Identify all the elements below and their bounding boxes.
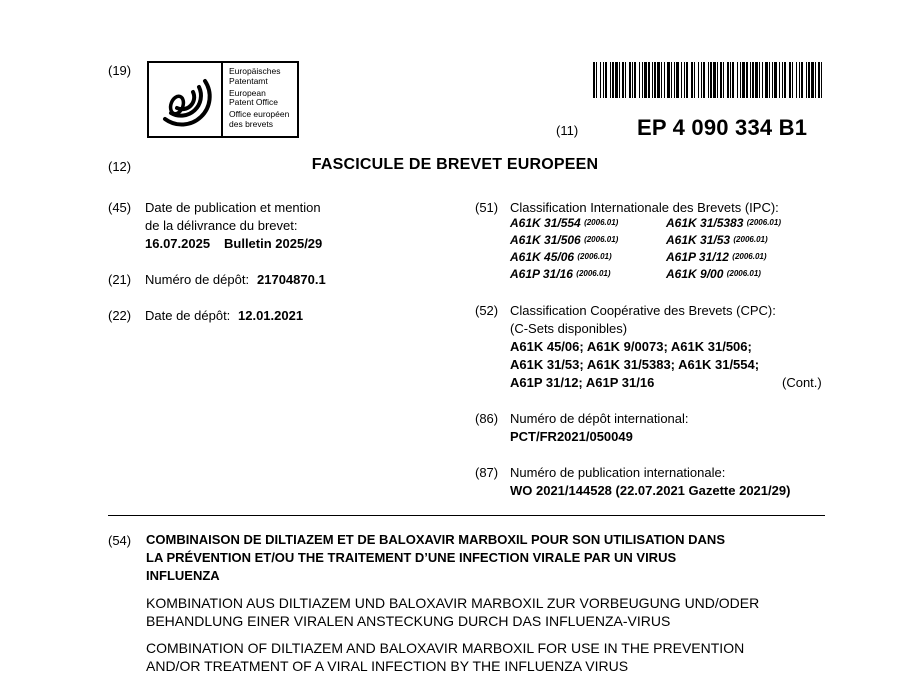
barcode-bar xyxy=(694,62,695,98)
barcode-bar xyxy=(746,62,748,98)
logo-text-en-1: European xyxy=(229,87,266,98)
field-22-value: 12.01.2021 xyxy=(238,308,304,323)
invention-title-en-line: COMBINATION OF DILTIAZEM AND BALOXAVIR MARBOXIL FOR USE IN THE PREVENTION xyxy=(146,640,745,656)
barcode-bar xyxy=(701,62,702,98)
barcode-bar xyxy=(671,62,672,98)
field-code-19: (19) xyxy=(108,63,132,78)
field-code-87: (87) xyxy=(475,465,499,480)
field-87-label: Numéro de publication internationale: xyxy=(510,465,726,480)
barcode-bar xyxy=(676,62,679,98)
field-code-51: (51) xyxy=(475,200,499,215)
field-code-52: (52) xyxy=(475,303,499,318)
barcode-bar xyxy=(632,62,633,98)
field-code-21: (21) xyxy=(108,272,132,287)
barcode-bar xyxy=(596,62,597,98)
field-45-label-1: Date de publication et mention xyxy=(145,200,321,215)
barcode-bar xyxy=(815,62,816,98)
barcode-bar xyxy=(730,62,731,98)
cpc-line-2: A61K 31/53; A61K 31/5383; A61K 31/554; xyxy=(510,357,760,372)
barcode-bar xyxy=(801,62,803,98)
barcode-bar xyxy=(762,62,763,98)
field-51-label: Classification Internationale des Brevets (IPC): xyxy=(510,200,779,215)
barcode-bar xyxy=(657,62,660,98)
barcode-bar xyxy=(796,62,797,98)
field-45-date: 16.07.2025 xyxy=(145,236,211,251)
barcode-bar xyxy=(782,62,783,98)
ipc-item: A61P 31/16 $^{(2006.01)}$ xyxy=(510,267,611,281)
barcode-bar xyxy=(784,62,786,98)
field-code-22: (22) xyxy=(108,308,132,323)
barcode-bar xyxy=(799,62,800,98)
field-87-value: WO 2021/144528 (22.07.2021 Gazette 2021/29) xyxy=(510,483,791,498)
barcode-bar xyxy=(629,62,631,98)
publication-number: EP 4 090 334 B1 xyxy=(637,115,808,140)
field-86-value: PCT/FR2021/050049 xyxy=(510,429,633,444)
barcode-bar xyxy=(593,62,595,98)
field-86-label: Numéro de dépôt international: xyxy=(510,411,689,426)
ipc-item: A61P 31/12 $^{(2006.01)}$ xyxy=(666,250,767,264)
barcode-bar xyxy=(684,62,685,98)
logo-text-de-2: Patentamt xyxy=(229,75,268,86)
barcode-bar xyxy=(806,62,807,98)
barcode-bar xyxy=(789,62,791,98)
barcode-bar xyxy=(755,62,758,98)
barcode-bar xyxy=(759,62,760,98)
barcode-bar xyxy=(727,62,729,98)
barcode-bar xyxy=(691,62,693,98)
field-code-54: (54) xyxy=(108,533,132,548)
invention-title-fr xyxy=(146,531,836,585)
ipc-item: A61K 45/06 $^{(2006.01)}$ xyxy=(510,250,612,264)
ipc-item: A61K 31/554 $^{(2006.01)}$ xyxy=(510,216,619,230)
barcode-bar xyxy=(664,62,665,98)
invention-title-fr-line: COMBINAISON DE DILTIAZEM ET DE BALOXAVIR MARBOXIL POUR SON UTILISATION DANS xyxy=(146,532,725,547)
barcode-bar xyxy=(723,62,724,98)
invention-title-en xyxy=(146,639,744,675)
field-52-sublabel: (C-Sets disponibles) xyxy=(510,321,628,336)
invention-title-fr-line: LA PRÉVENTION ET/OU THE TRAITEMENT D’UNE INFECTION VIRALE PAR UN VIRUS xyxy=(146,550,677,565)
barcode-bar xyxy=(811,62,814,98)
barcode-bar xyxy=(686,62,688,98)
barcode-bar xyxy=(808,62,810,98)
barcode-bar xyxy=(603,62,604,98)
barcode-bar xyxy=(648,62,650,98)
barcode-bar xyxy=(698,62,699,98)
logo-text xyxy=(229,67,289,132)
barcode-bar xyxy=(750,62,751,98)
epo-logo xyxy=(147,61,299,138)
field-45-label-2: de la délivrance du brevet: xyxy=(145,218,298,233)
field-45-bulletin: Bulletin 2025/29 xyxy=(224,236,323,251)
barcode-bar xyxy=(737,62,738,98)
barcode-bar xyxy=(615,62,618,98)
barcode-bar xyxy=(720,62,722,98)
barcode-bar xyxy=(681,62,682,98)
barcode-bar xyxy=(622,62,624,98)
barcode-bar xyxy=(654,62,656,98)
barcode-bar xyxy=(642,62,643,98)
ipc-item: A61K 31/5383 $^{(2006.01)}$ xyxy=(666,216,781,230)
barcode-bar xyxy=(818,62,820,98)
document-title: FASCICULE DE BREVET EUROPEEN xyxy=(311,156,599,173)
barcode-bar xyxy=(610,62,611,98)
ipc-item: A61K 9/00 $^{(2006.01)}$ xyxy=(666,267,761,281)
field-22-label: Date de dépôt: xyxy=(145,308,231,323)
barcode-bar xyxy=(708,62,709,98)
barcode-bar xyxy=(710,62,712,98)
barcode-bar xyxy=(792,62,793,98)
ipc-item: A61K 31/53 $^{(2006.01)}$ xyxy=(666,233,768,247)
barcode-bar xyxy=(772,62,773,98)
logo-text-fr-1: Office européen xyxy=(229,109,290,120)
cpc-line-1: A61K 45/06; A61K 9/0073; A61K 31/506; xyxy=(510,339,752,354)
barcode xyxy=(593,62,823,98)
barcode-bar xyxy=(674,62,675,98)
barcode-bar xyxy=(752,62,754,98)
logo-text-de-1: Europäisches xyxy=(229,66,281,76)
barcode-bar xyxy=(612,62,614,98)
barcode-bar xyxy=(779,62,780,98)
barcode-bar xyxy=(765,62,768,98)
barcode-bar xyxy=(717,62,718,98)
invention-title-en-line: AND/OR TREATMENT OF A VIRAL INFECTION BY THE INFLUENZA VIRUS xyxy=(146,658,629,674)
barcode-bar xyxy=(644,62,647,98)
barcode-bar xyxy=(639,62,640,98)
logo-text-en-2: Patent Office xyxy=(229,97,278,108)
ipc-item: A61K 31/506 $^{(2006.01)}$ xyxy=(510,233,619,247)
field-code-11: (11) xyxy=(556,123,579,138)
invention-title-de xyxy=(146,594,759,630)
field-21-label: Numéro de dépôt: xyxy=(145,272,250,287)
barcode-bar xyxy=(740,62,741,98)
epo-emblem-icon xyxy=(155,67,217,133)
barcode-bar xyxy=(652,62,653,98)
barcode-bar xyxy=(625,62,626,98)
invention-title-de-line: BEHANDLUNG EINER VIRALEN ANSTECKUNG DURCH DAS INFLUENZA-VIRUS xyxy=(146,613,671,629)
invention-title-fr-line: INFLUENZA xyxy=(146,568,220,583)
ipc-classification-grid xyxy=(510,215,830,283)
field-code-45: (45) xyxy=(108,200,132,215)
barcode-bar xyxy=(605,62,607,98)
barcode-bar xyxy=(713,62,716,98)
barcode-bar xyxy=(742,62,745,98)
field-21-value: 21704870.1 xyxy=(257,272,326,287)
barcode-bar xyxy=(774,62,777,98)
cpc-continued: (Cont.) xyxy=(782,375,822,390)
barcode-bar xyxy=(703,62,705,98)
field-code-12: (12) xyxy=(108,159,132,174)
barcode-bar xyxy=(732,62,734,98)
barcode-bar xyxy=(661,62,662,98)
barcode-bar xyxy=(667,62,670,98)
barcode-bar xyxy=(821,62,822,98)
barcode-bar xyxy=(769,62,770,98)
logo-text-fr-2: des brevets xyxy=(229,118,273,129)
barcode-bar xyxy=(600,62,601,98)
field-52-label: Classification Coopérative des Brevets (CPC): xyxy=(510,303,776,318)
cpc-line-3: A61P 31/12; A61P 31/16 xyxy=(510,375,655,390)
barcode-bar xyxy=(634,62,636,98)
barcode-bar xyxy=(619,62,620,98)
invention-title-de-line: KOMBINATION AUS DILTIAZEM UND BALOXAVIR MARBOXIL ZUR VORBEUGUNG UND/ODER xyxy=(146,595,760,611)
section-divider xyxy=(108,515,825,516)
field-code-86: (86) xyxy=(475,411,499,426)
logo-divider xyxy=(221,63,223,136)
